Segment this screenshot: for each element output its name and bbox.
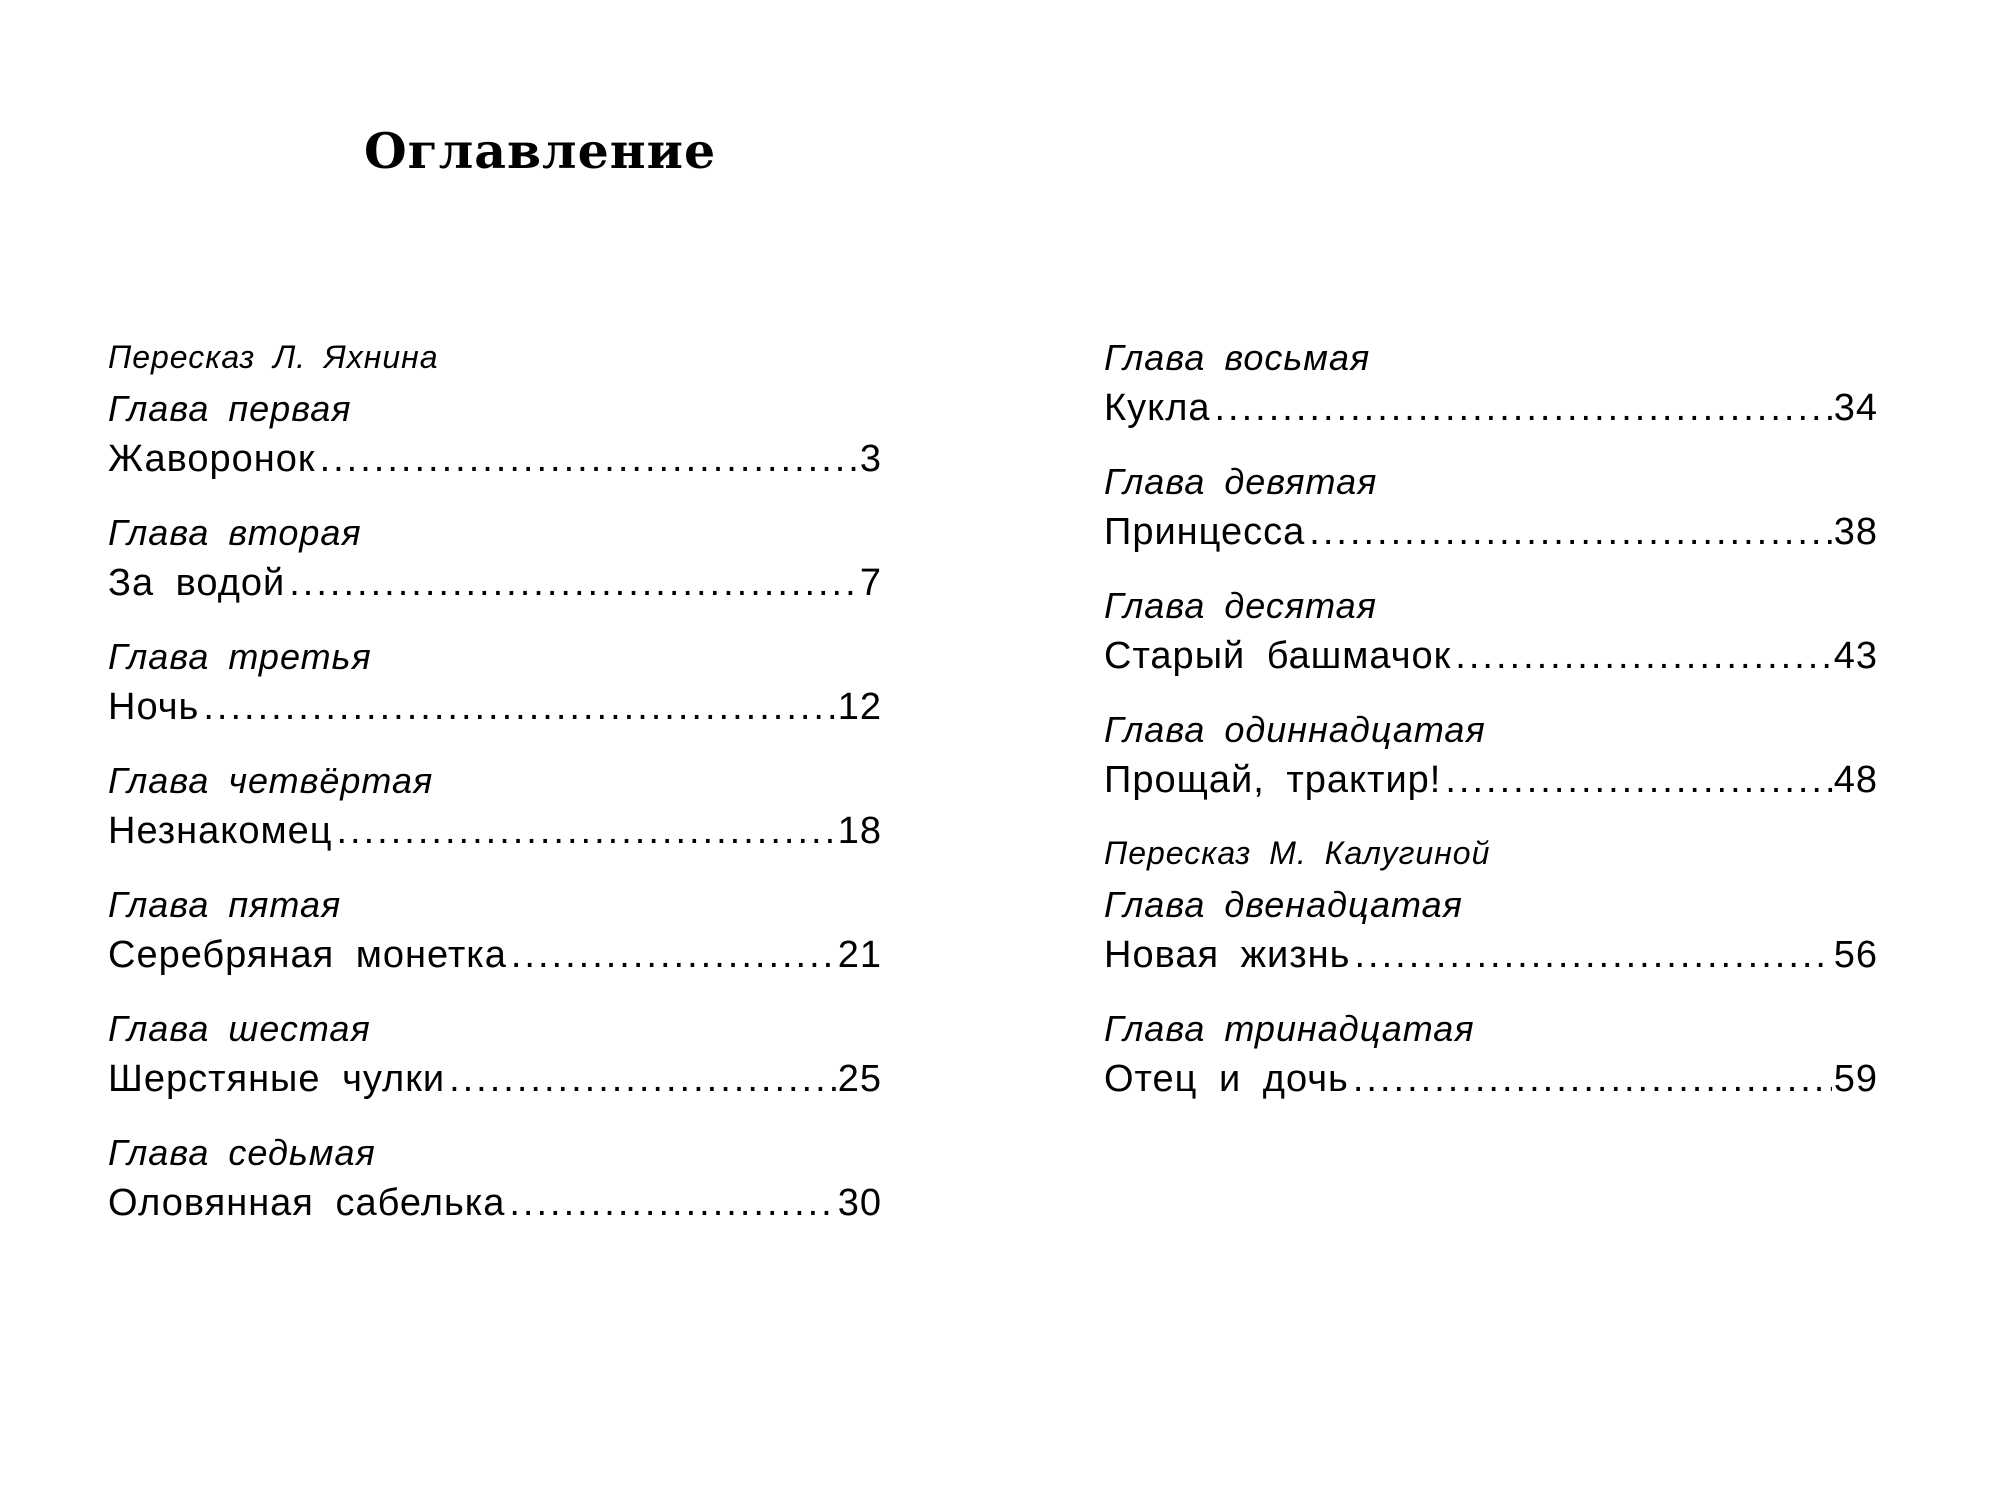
chapter-number: Глава четвёртая [108, 760, 434, 801]
chapter-number: Глава седьмая [108, 1132, 376, 1173]
page-number: 21 [837, 934, 882, 976]
chapter-title: Оловянная сабелька [108, 1182, 506, 1224]
toc-entry[interactable] [1104, 930, 1878, 981]
dot-leader [289, 558, 858, 609]
dot-leader [320, 434, 858, 485]
dot-leader [1353, 1054, 1832, 1105]
toc-entry[interactable] [108, 682, 882, 733]
chapter-number: Глава вторая [108, 512, 362, 553]
dot-leader [1455, 631, 1831, 682]
dot-leader [337, 806, 836, 857]
chapter-number: Глава двенадцатая [1104, 884, 1463, 925]
chapter-number: Глава тринадцатая [1104, 1008, 1475, 1049]
toc-entry[interactable] [1104, 631, 1878, 682]
page-number: 48 [1833, 759, 1878, 801]
page-number: 56 [1833, 934, 1878, 976]
page-number: 18 [837, 810, 882, 852]
dot-leader [1445, 755, 1831, 806]
page-number: 38 [1833, 511, 1878, 553]
chapter-number: Глава первая [108, 388, 352, 429]
toc-entry[interactable] [1104, 1054, 1878, 1105]
toc-entry[interactable] [1104, 507, 1878, 558]
chapter-title: Жаворонок [108, 438, 316, 480]
toc-entry[interactable] [108, 930, 882, 981]
dot-leader [1215, 383, 1832, 434]
page-title: Оглавление [364, 122, 717, 180]
chapter-title: Серебряная монетка [108, 934, 507, 976]
chapter-title: Шерстяные чулки [108, 1058, 446, 1100]
credit-text: Пересказ Л. Яхнина [108, 339, 439, 375]
page-number: 12 [837, 686, 882, 728]
dot-leader [1354, 930, 1831, 981]
toc-entry[interactable] [1104, 755, 1878, 806]
chapter-title: Прощай, трактир! [1104, 759, 1442, 801]
toc-entry[interactable] [108, 1178, 882, 1229]
chapter-title: Старый башмачок [1104, 635, 1452, 677]
toc-entry[interactable] [108, 1054, 882, 1105]
chapter-number: Глава пятая [108, 884, 342, 925]
chapter-number: Глава шестая [108, 1008, 371, 1049]
chapter-title: Отец и дочь [1104, 1058, 1349, 1100]
chapter-title: Принцесса [1104, 511, 1306, 553]
toc-column-right [1104, 332, 1878, 1105]
dot-leader [509, 1178, 835, 1229]
page-number: 34 [1833, 387, 1878, 429]
toc-entry[interactable] [108, 434, 882, 485]
toc-entry[interactable] [108, 806, 882, 857]
page-number: 25 [837, 1058, 882, 1100]
toc-entry[interactable] [108, 558, 882, 609]
chapter-title: Незнакомец [108, 810, 333, 852]
page-number: 43 [1833, 635, 1878, 677]
dot-leader [1309, 507, 1831, 558]
page-number: 7 [859, 562, 882, 604]
page-number: 59 [1833, 1058, 1878, 1100]
chapter-title: Ночь [108, 686, 200, 728]
page-number: 3 [859, 438, 882, 480]
page-number: 30 [837, 1182, 882, 1224]
chapter-number: Глава восьмая [1104, 337, 1371, 378]
credit-text: Пересказ М. Калугиной [1104, 835, 1491, 871]
chapter-title: Кукла [1104, 387, 1211, 429]
dot-leader [203, 682, 835, 733]
chapter-number: Глава третья [108, 636, 372, 677]
toc-column-left [108, 332, 882, 1229]
chapter-number: Глава одиннадцатая [1104, 709, 1486, 750]
chapter-title: Новая жизнь [1104, 934, 1351, 976]
chapter-number: Глава девятая [1104, 461, 1378, 502]
chapter-number: Глава десятая [1104, 585, 1377, 626]
chapter-title: За водой [108, 562, 286, 604]
dot-leader [511, 930, 836, 981]
dot-leader [449, 1054, 836, 1105]
toc-entry[interactable] [1104, 383, 1878, 434]
